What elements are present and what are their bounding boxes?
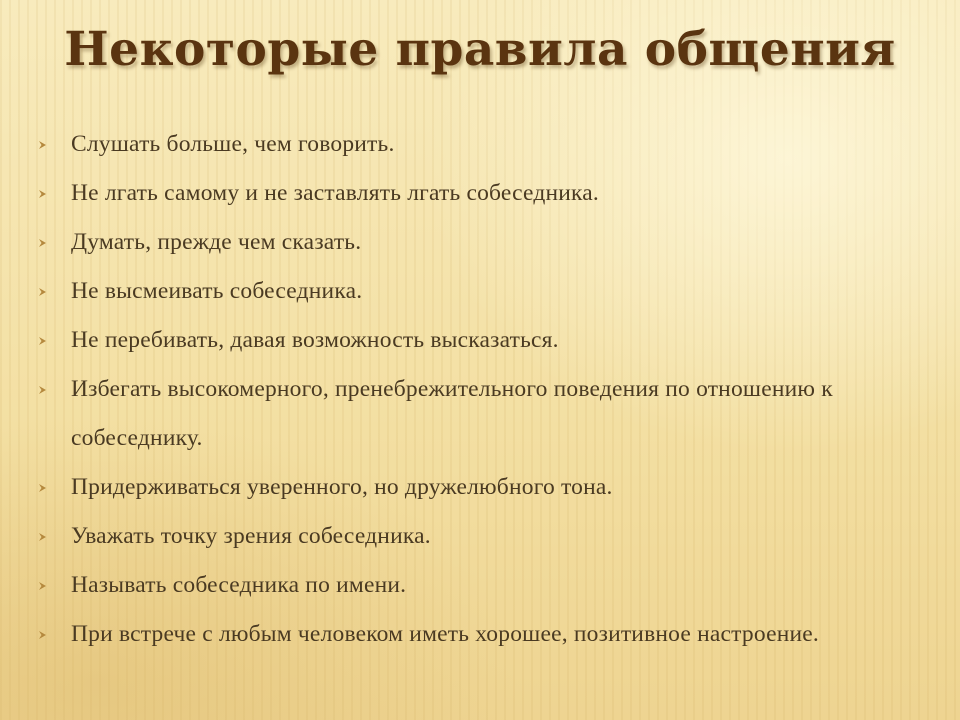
chevron-arrow-icon <box>36 316 50 365</box>
list-item <box>36 169 936 218</box>
slide-title: Некоторые правила общения <box>64 22 896 77</box>
list-item <box>36 512 936 561</box>
list-item-text: Не лгать самому и не заставлять лгать собеседника. <box>71 180 599 206</box>
list-item-text: Придерживаться уверенного, но дружелюбного тона. <box>71 474 613 500</box>
chevron-arrow-icon <box>36 120 50 169</box>
list-item <box>36 218 936 267</box>
chevron-arrow-icon <box>36 218 50 267</box>
list-item <box>36 316 936 365</box>
list-item-text: При встрече с любым человеком иметь хорошее, позитивное настроение. <box>71 621 819 647</box>
list-item-text: Избегать высокомерного, пренебрежительного поведения по отношению к собеседнику. <box>71 376 833 451</box>
chevron-arrow-icon <box>36 169 50 218</box>
list-item-text: Называть собеседника по имени. <box>71 572 407 598</box>
chevron-arrow-icon <box>36 512 50 561</box>
list-item <box>36 561 936 610</box>
chevron-arrow-icon <box>36 610 50 659</box>
chevron-arrow-icon <box>36 267 50 316</box>
list-item-text: Не высмеивать собеседника. <box>71 278 363 304</box>
list-item-text: Слушать больше, чем говорить. <box>71 131 395 157</box>
list-item-text: Думать, прежде чем сказать. <box>71 229 362 255</box>
list-item <box>36 610 936 659</box>
list-item-text: Уважать точку зрения собеседника. <box>71 523 431 549</box>
chevron-arrow-icon <box>36 561 50 610</box>
list-item <box>36 365 936 463</box>
list-item <box>36 120 936 169</box>
list-item <box>36 463 936 512</box>
rules-list <box>36 120 936 659</box>
list-item <box>36 267 936 316</box>
chevron-arrow-icon <box>36 365 50 414</box>
chevron-arrow-icon <box>36 463 50 512</box>
list-item-text: Не перебивать, давая возможность высказаться. <box>71 327 559 353</box>
